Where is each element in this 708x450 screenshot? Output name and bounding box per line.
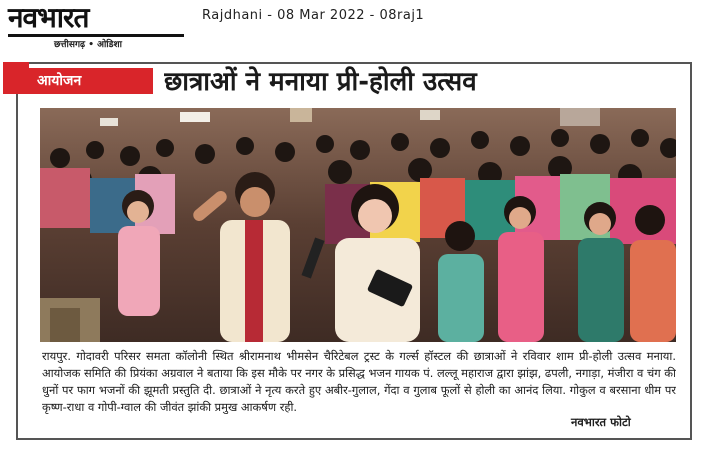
article-caption: रायपुर. गोदावरी परिसर समता कॉलोनी स्थित श्रीरामनाथ भीमसेन चैरिटेबल ट्रस्ट के गर्ल्स हॉस्टल की छात्राओं ने रविवार शाम प्री-होली उत्सव मनाया. आयोजक समिति की प्रियंका अग्रवाल ने बताया कि इस मौके पर नगर के प्रसिद्ध भजन गायक पं. लल्लू महाराज द्वारा झांझ, ढपली, नगाड़ा, मंजीरा व चंग की धुनों पर फाग भजनों की झूमती प्रस्तुति दी. छात्राओं ने नृत्य करते हुए अबीर-गुलाल, गेंदा व गुलाब फूलों से होली का आनंद लिया. गोकुल व बरसाना धीम पर कृष्ण-राधा व गोपी-ग्वाल की जीवंत झांकी प्रमुख आकर्षण रही. xyxy=(42,349,676,414)
article-headline: छात्राओं ने मनाया प्री-होली उत्सव xyxy=(164,67,477,97)
newspaper-masthead xyxy=(2,1,188,50)
masthead-edition: छत्तीसगढ़ • ओडिशा xyxy=(54,40,122,50)
article-photo xyxy=(40,108,676,342)
photo-credit: नवभारत फोटो xyxy=(567,415,631,430)
article-tag: आयोजन xyxy=(3,68,153,94)
dateline: Rajdhani - 08 Mar 2022 - 08raj1 xyxy=(202,8,425,23)
masthead-logo: नवभारत xyxy=(8,2,184,37)
crowd-photo-illustration xyxy=(40,108,676,342)
